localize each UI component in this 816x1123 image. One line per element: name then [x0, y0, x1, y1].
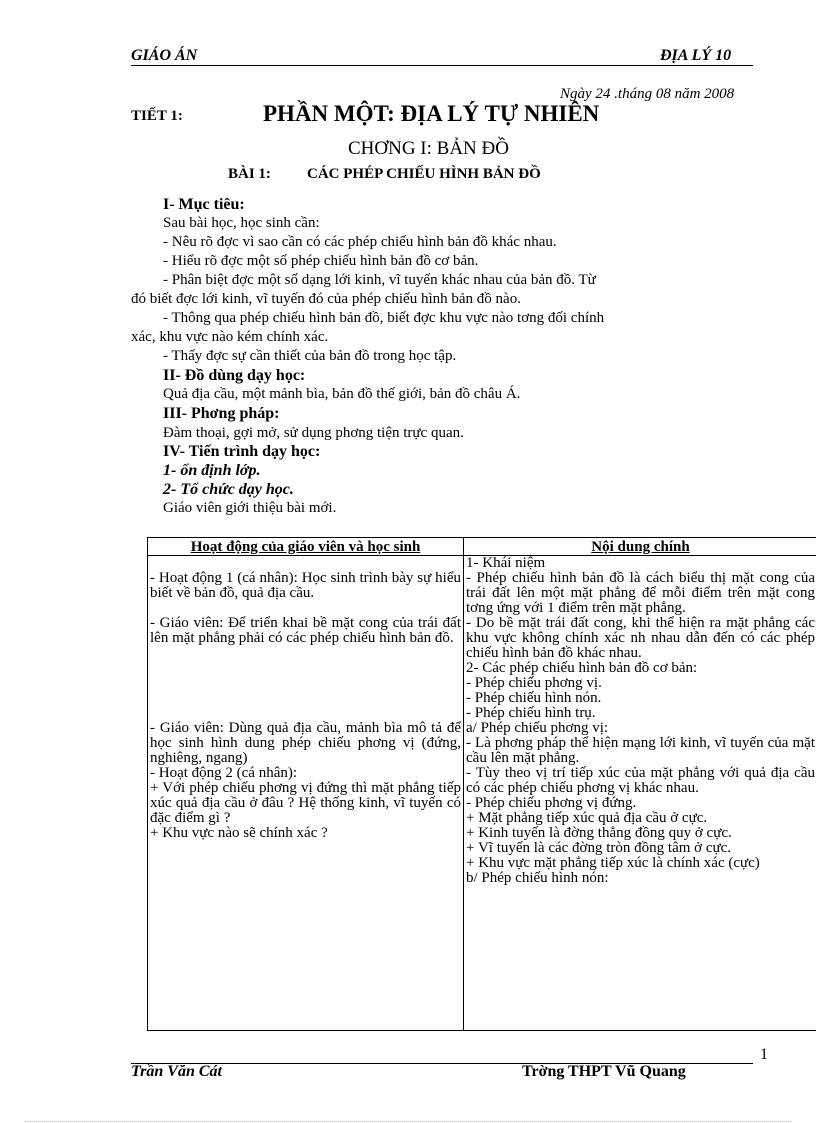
activity-item: + Với phép chiếu phơng vị đứng thì mặt phẳng tiếp xúc quả địa cầu ở đâu ? Hệ thống kinh, vĩ tuyến có đặc điểm gì ?: [150, 780, 461, 826]
content-item: + Kinh tuyến là đờng thẳng đồng quy ở cực.: [466, 825, 732, 841]
lesson-number: TIẾT 1:: [131, 108, 183, 124]
section-1-line: Sau bài học, học sinh cần:: [163, 215, 320, 231]
content-item: + Khu vực mặt phẳng tiếp xúc là chính xác (cực): [466, 855, 760, 871]
activity-item: - Hoạt động 2 (cá nhân):: [150, 765, 298, 781]
table-row: [148, 556, 816, 1031]
section-2-text: Quả địa cầu, một mảnh bìa, bản đồ thế giới, bản đồ châu Á.: [163, 386, 521, 402]
footer-school: Trờng THPT Vũ Quang: [522, 1063, 686, 1080]
activity-item: - Giáo viên: Để triển khai bề mặt cong của trái đất lên mặt phẳng phải có các phép chiếu hình bản đồ.: [150, 615, 461, 646]
lesson-label: BÀI 1:: [228, 166, 271, 182]
content-item: b/ Phép chiếu hình nón:: [466, 870, 609, 886]
lesson-title: CÁC PHÉP CHIẾU HÌNH BẢN ĐỒ: [307, 166, 541, 182]
table-header-activities: Hoạt động của giáo viên và học sinh: [148, 538, 464, 556]
section-1-line: - Nêu rõ đợc vì sao cần có các phép chiếu hình bản đồ khác nhau.: [163, 234, 557, 250]
activity-item: + Khu vực nào sẽ chính xác ?: [150, 825, 328, 841]
chapter-title: CHƠNG I: BẢN ĐỒ: [348, 138, 509, 159]
date: Ngày 24 .tháng 08 năm 2008: [560, 86, 735, 102]
part-title: PHẦN MỘT: ĐỊA LÝ TỰ NHIÊN: [263, 101, 600, 126]
content-item: 2- Các phép chiếu hình bản đồ cơ bản:: [466, 660, 698, 676]
section-2-title: II- Đồ dùng dạy học:: [163, 367, 306, 384]
section-4-sub2: 2- Tổ chức dạy học.: [163, 481, 294, 498]
content-item: 1- Khái niệm: [466, 555, 546, 571]
activities-cell: [148, 556, 464, 1031]
content-item: a/ Phép chiếu phơng vị:: [466, 720, 609, 736]
content-cell: [464, 556, 816, 1031]
header-right: ĐỊA LÝ 10: [660, 47, 732, 64]
header-rule: [131, 65, 753, 66]
section-1-line: - Thấy đợc sự cần thiết của bản đồ trong học tập.: [163, 348, 457, 364]
section-4-title: IV- Tiến trình dạy học:: [163, 443, 321, 460]
section-1-line: xác, khu vực nào kém chính xác.: [131, 329, 329, 345]
section-1-line: - Thông qua phép chiếu hình bản đồ, biết đợc khu vực nào tơng đối chính: [163, 310, 605, 326]
section-1-title: I- Mục tiêu:: [163, 196, 245, 213]
footer-author: Trần Văn Cát: [131, 1063, 222, 1080]
section-4-sub1: 1- ổn định lớp.: [163, 462, 261, 479]
table-header-row: [148, 538, 816, 556]
activity-item: - Giáo viên: Dùng quả địa cầu, mảnh bìa mô tả để học sinh hình dung phép chiếu phơng vị (đứng, nghiêng, ngang): [150, 720, 461, 766]
content-item: + Mặt phẳng tiếp xúc quả địa cầu ở cực.: [466, 810, 708, 826]
content-item: - Do bề mặt trái đất cong, khi thể hiện ra mặt phẳng các khu vực không chính xác nh nhau dẫn đến có các phép chiếu hình bản đồ khác nhau.: [466, 615, 815, 661]
section-1-line: - Hiểu rõ đợc một số phép chiếu hình bản đồ cơ bản.: [163, 253, 479, 269]
section-4-text: Giáo viên giới thiệu bài mới.: [163, 500, 337, 516]
content-item: - Là phơng pháp thể hiện mạng lới kinh, vĩ tuyến của mặt cầu lên mặt phẳng.: [466, 735, 815, 766]
section-3-title: III- Phơng pháp:: [163, 405, 280, 422]
section-3-text: Đàm thoại, gợi mở, sử dụng phơng tiện trực quan.: [163, 425, 464, 441]
section-1-line: đó biết đợc lới kinh, vĩ tuyến đó của phép chiếu hình bản đồ nào.: [131, 291, 521, 307]
header-left: GIÁO ÁN: [131, 47, 198, 64]
section-1-line: - Phân biệt đợc một số dạng lới kinh, vĩ tuyến khác nhau của bản đồ. Từ: [163, 272, 596, 288]
activity-item: - Hoạt động 1 (cá nhân): Học sinh trình bày sự hiểu biết về bản đồ, quả địa cầu.: [150, 570, 461, 601]
content-item: - Phép chiếu phơng vị.: [466, 675, 602, 691]
content-item: + Vĩ tuyến là các đờng tròn đồng tâm ở cực.: [466, 840, 732, 856]
content-item: - Tùy theo vị trí tiếp xúc của mặt phẳng với quả địa cầu có các phép chiếu phơng vị khác nhau.: [466, 765, 815, 796]
content-item: - Phép chiếu hình trụ.: [466, 705, 596, 721]
lesson-table: [147, 537, 816, 1031]
page-number: 1: [760, 1046, 768, 1063]
table-header-content: Nội dung chính: [464, 538, 816, 556]
content-item: - Phép chiếu hình nón.: [466, 690, 602, 706]
content-item: - Phép chiếu hình bản đồ là cách biểu thị mặt cong của trái đất lên một mặt phẳng để mỗi điểm trên mặt cong tơng ứng với 1 điểm trên mặt phẳng.: [466, 570, 815, 616]
page-bottom-border: [25, 1121, 791, 1122]
content-item: - Phép chiếu phơng vị đứng.: [466, 795, 637, 811]
